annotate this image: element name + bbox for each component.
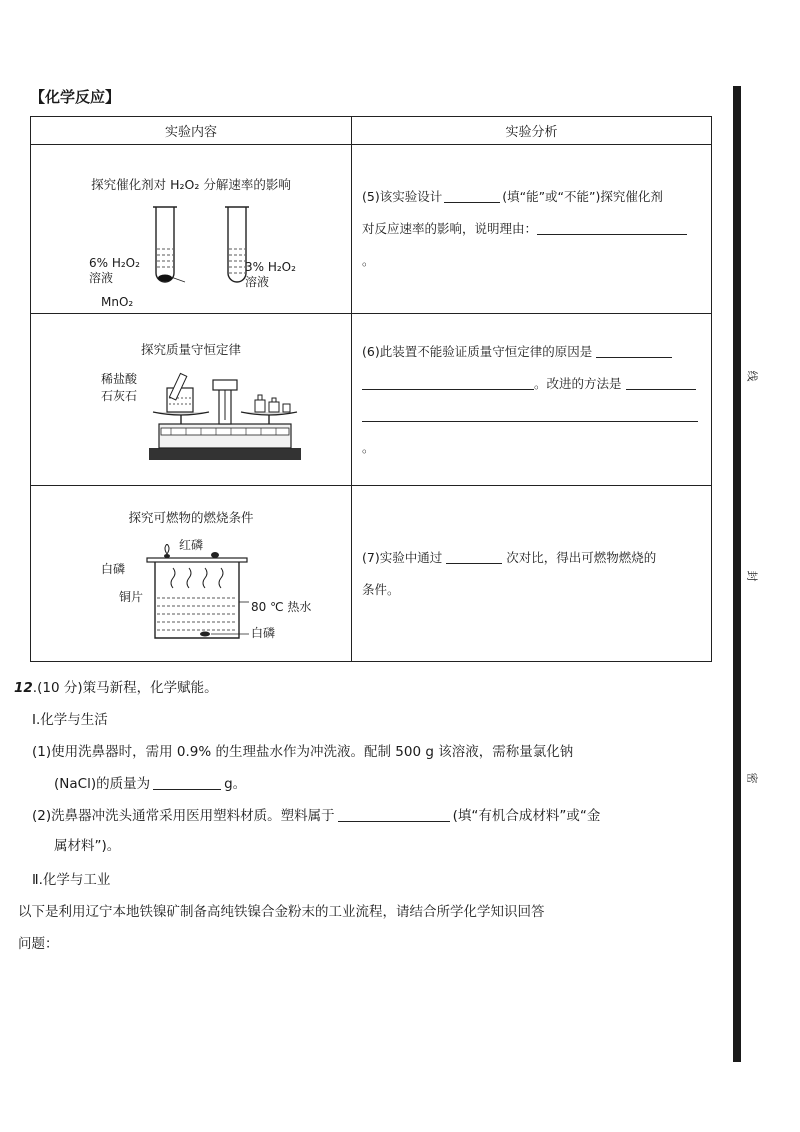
label-red-phosphorus: 红磷 <box>179 538 204 552</box>
q2-line1-b: (填“有机合成材料”或“金 <box>452 808 601 824</box>
q2-line1-a: (2)洗鼻器冲洗头通常采用医用塑料材质。塑料属于 <box>32 808 335 824</box>
label-hot-water: 80 ℃ 热水 <box>251 600 312 614</box>
label-solution-left: 溶液 <box>89 271 114 285</box>
caption-catalyst: 探究催化剂对 H₂O₂ 分解速率的影响 <box>91 177 291 192</box>
label-acid: 稀盐酸 <box>101 372 138 386</box>
q5-text-d: 。 <box>362 253 375 268</box>
part2-title: Ⅱ.化学与工业 <box>32 872 111 888</box>
label-6pct: 6% H₂O₂ <box>89 256 140 270</box>
q7-text-c: 条件。 <box>362 581 400 597</box>
binding-char-secret: 密 <box>745 772 759 784</box>
label-white-phosphorus-top: 白磷 <box>101 562 126 576</box>
q6-blank-2[interactable] <box>362 375 534 390</box>
q1-line2-b: g。 <box>224 776 247 792</box>
binding-char-line: 线 <box>745 370 759 382</box>
q6-blank-1[interactable] <box>596 343 672 358</box>
q1-line1: (1)使用洗鼻器时，需用 0.9% 的生理盐水作为冲洗液。配制 500 g 该溶液，需称量氯化钠 <box>32 744 574 760</box>
header-analysis: 实验分析 <box>352 117 712 145</box>
analysis-5 <box>352 145 712 314</box>
analysis-7 <box>352 486 712 662</box>
table-row <box>31 314 712 486</box>
q6-blank-3[interactable] <box>626 375 696 390</box>
q7-text-b: 次对比，得出可燃物燃烧的 <box>506 549 657 565</box>
combustion-figure <box>139 544 259 644</box>
label-white-phosphorus-bottom: 白磷 <box>251 626 276 640</box>
experiment-table <box>30 116 712 662</box>
q5-text-c: 对反应速率的影响，说明理由： <box>362 221 538 236</box>
table-row <box>31 486 712 662</box>
q6-blank-4[interactable] <box>362 407 698 422</box>
label-3pct: 3% H₂O₂ <box>245 260 296 274</box>
binding-char-seal: 封 <box>745 570 759 582</box>
analysis-6 <box>352 314 712 486</box>
q5-text-b: (填“能”或“不能”)探究催化剂 <box>502 189 663 204</box>
q2-blank[interactable] <box>338 807 450 822</box>
question-header: .(10 分)策马新程，化学赋能。 <box>32 680 218 696</box>
intro-line1: 以下是利用辽宁本地铁镍矿制备高纯铁镍合金粉末的工业流程，请结合所学化学知识回答 <box>18 904 545 920</box>
label-mno2: MnO₂ <box>101 295 134 309</box>
test-tubes-figure <box>141 205 251 289</box>
q5-blank-2[interactable] <box>537 220 687 235</box>
q6-text-c: 。 <box>362 439 375 455</box>
q2-line2: 属材料”)。 <box>54 838 121 854</box>
experiment-combustion <box>31 486 352 662</box>
experiment-mass <box>31 314 352 486</box>
caption-combustion: 探究可燃物的燃烧条件 <box>128 510 254 525</box>
label-limestone: 石灰石 <box>101 389 138 403</box>
q6-text-a: (6)此装置不能验证质量守恒定律的原因是 <box>362 343 593 359</box>
table-row <box>31 145 712 314</box>
experiment-catalyst <box>31 145 352 314</box>
table-header-row <box>31 117 712 145</box>
q5-blank-1[interactable] <box>444 188 500 203</box>
q1-line2-a: (NaCl)的质量为 <box>54 776 151 792</box>
q7-text-a: (7)实验中通过 <box>362 549 443 565</box>
label-solution-right: 溶液 <box>245 275 270 289</box>
balance-figure <box>141 364 311 464</box>
q1-blank[interactable] <box>153 775 221 790</box>
q5-text-a: (5)该实验设计 <box>362 189 443 204</box>
section-title: 【化学反应】 <box>30 88 121 106</box>
question-number: 12 <box>14 680 33 696</box>
q6-text-b: 。改进的方法是 <box>534 375 622 391</box>
q7-blank-1[interactable] <box>446 549 502 564</box>
binding-margin-bar <box>733 86 741 1062</box>
label-copper-plate: 铜片 <box>119 590 144 604</box>
part1-title: Ⅰ.化学与生活 <box>32 712 108 728</box>
caption-mass: 探究质量守恒定律 <box>140 342 241 357</box>
header-content: 实验内容 <box>31 117 352 145</box>
intro-line2: 问题： <box>18 936 59 952</box>
